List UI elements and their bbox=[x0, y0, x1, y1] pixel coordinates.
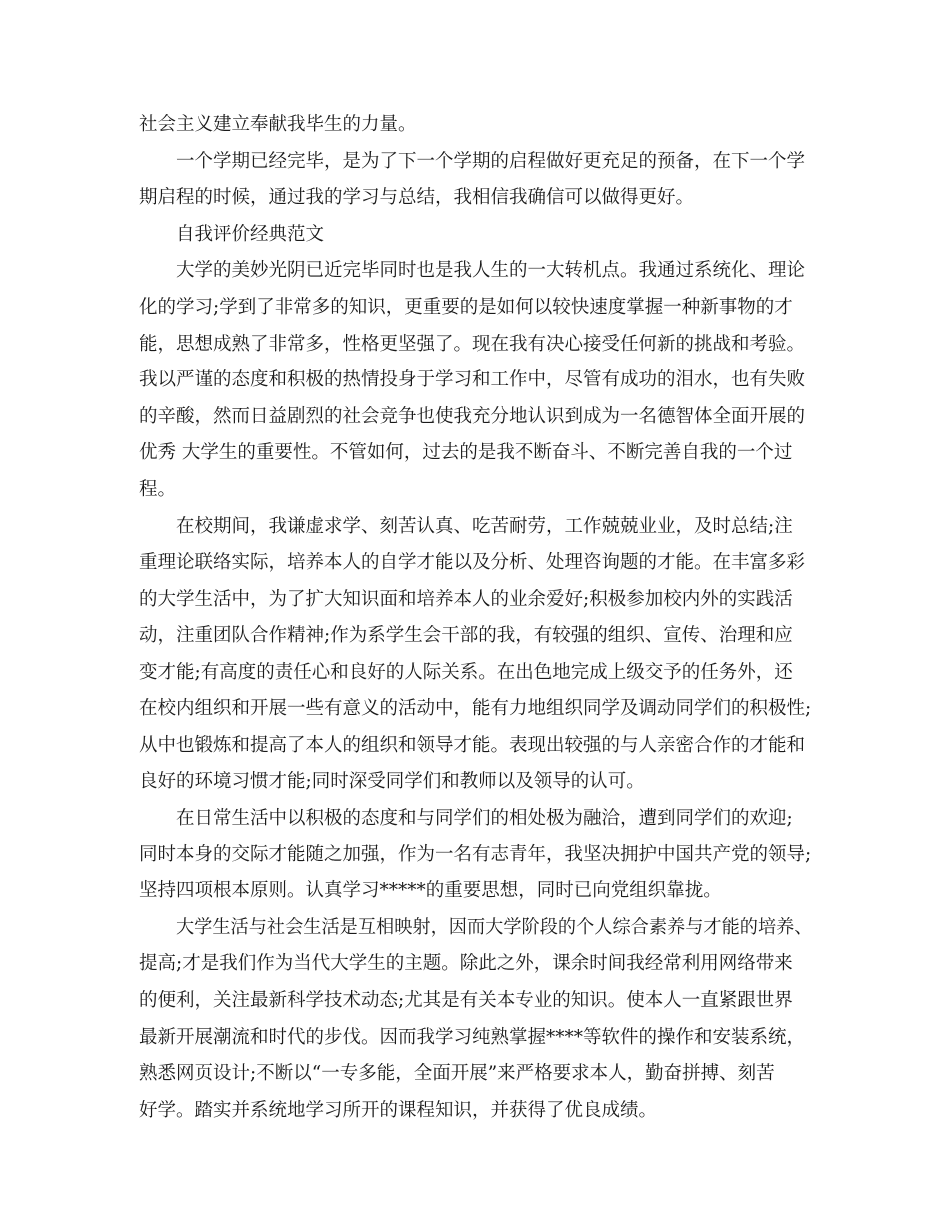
text-line: 从中也锻炼和提高了本人的组织和领导才能。表现出较强的与人亲密合作的才能和 bbox=[139, 735, 806, 756]
text-line: 在校期间，我谦虚求学、刻苦认真、吃苦耐劳，工作兢兢业业，及时总结;注 bbox=[176, 516, 793, 537]
text-line: 优秀 大学生的重要性。不管如何，过去的是我不断奋斗、不断完善自我的一个过 bbox=[139, 442, 793, 463]
text-line: 程。 bbox=[139, 479, 177, 500]
text-line: 化的学习;学到了非常多的知识，更重要的是如何以较快速度掌握一种新事物的才 bbox=[139, 297, 793, 318]
text-line: 最新开展潮流和时代的步伐。因而我学习纯熟掌握****等软件的操作和安装系统， bbox=[139, 1027, 806, 1048]
text-line: 的便利，关注最新科学技术动态;尤其是有关本专业的知识。使本人一直紧跟世界 bbox=[139, 990, 793, 1011]
text-line: 期启程的时候，通过我的学习与总结，我相信我确信可以做得更好。 bbox=[139, 187, 695, 208]
text-line: 良好的环境习惯才能;同时深受同学们和教师以及领导的认可。 bbox=[139, 771, 645, 792]
section-heading: 自我评价经典范文 bbox=[176, 224, 325, 245]
text-line: 在日常生活中以积极的态度和与同学们的相处极为融洽，遭到同学们的欢迎; bbox=[176, 808, 793, 829]
text-line: 我以严谨的态度和积极的热情投身于学习和工作中，尽管有成功的泪水，也有失败 bbox=[139, 369, 806, 390]
text-line: 的大学生活中，为了扩大知识面和培养本人的业余爱好;积极参加校内外的实践活 bbox=[139, 589, 793, 610]
text-line: 熟悉网页设计;不断以“一专多能，全面开展”来严格要求本人，勤奋拼搏、刻苦 bbox=[139, 1063, 775, 1084]
text-line: 大学生活与社会生活是互相映射，因而大学阶段的个人综合素养与才能的培养、 bbox=[176, 917, 813, 938]
text-line: 的辛酸，然而日益剧烈的社会竞争也使我充分地认识到成为一名德智体全面开展的 bbox=[139, 406, 806, 427]
text-line: 坚持四项根本原则。认真学习*****的重要思想，同时已向党组织靠拢。 bbox=[139, 880, 722, 901]
text-line: 大学的美妙光阴已近完毕同时也是我人生的一大转机点。我通过系统化、理论 bbox=[176, 260, 806, 281]
text-line: 提高;才是我们作为当代大学生的主题。除此之外，课余时间我经常利用网络带来 bbox=[139, 953, 793, 974]
text-line: 好学。踏实并系统地学习所开的课程知识，并获得了优良成绩。 bbox=[139, 1100, 658, 1121]
text-line: 能，思想成熟了非常多，性格更坚强了。现在我有决心接受任何新的挑战和考验。 bbox=[139, 334, 806, 355]
text-line: 同时本身的交际才能随之加强，作为一名有志青年，我坚决拥护中国共产党的领导; bbox=[139, 844, 812, 865]
text-line: 一个学期已经完毕，是为了下一个学期的启程做好更充足的预备，在下一个学 bbox=[176, 151, 806, 172]
text-line: 动，注重团队合作精神;作为系学生会干部的我，有较强的组织、宣传、治理和应 bbox=[139, 625, 793, 646]
text-line: 变才能;有高度的责任心和良好的人际关系。在出色地完成上级交予的任务外，还 bbox=[139, 662, 793, 683]
text-line: 社会主义建立奉献我毕生的力量。 bbox=[139, 114, 417, 135]
text-line: 在校内组织和开展一些有意义的活动中，能有力地组织同学及调动同学们的积极性; bbox=[139, 698, 812, 719]
text-line: 重理论联络实际，培养本人的自学才能以及分析、处理咨询题的才能。在丰富多彩 bbox=[139, 552, 806, 573]
